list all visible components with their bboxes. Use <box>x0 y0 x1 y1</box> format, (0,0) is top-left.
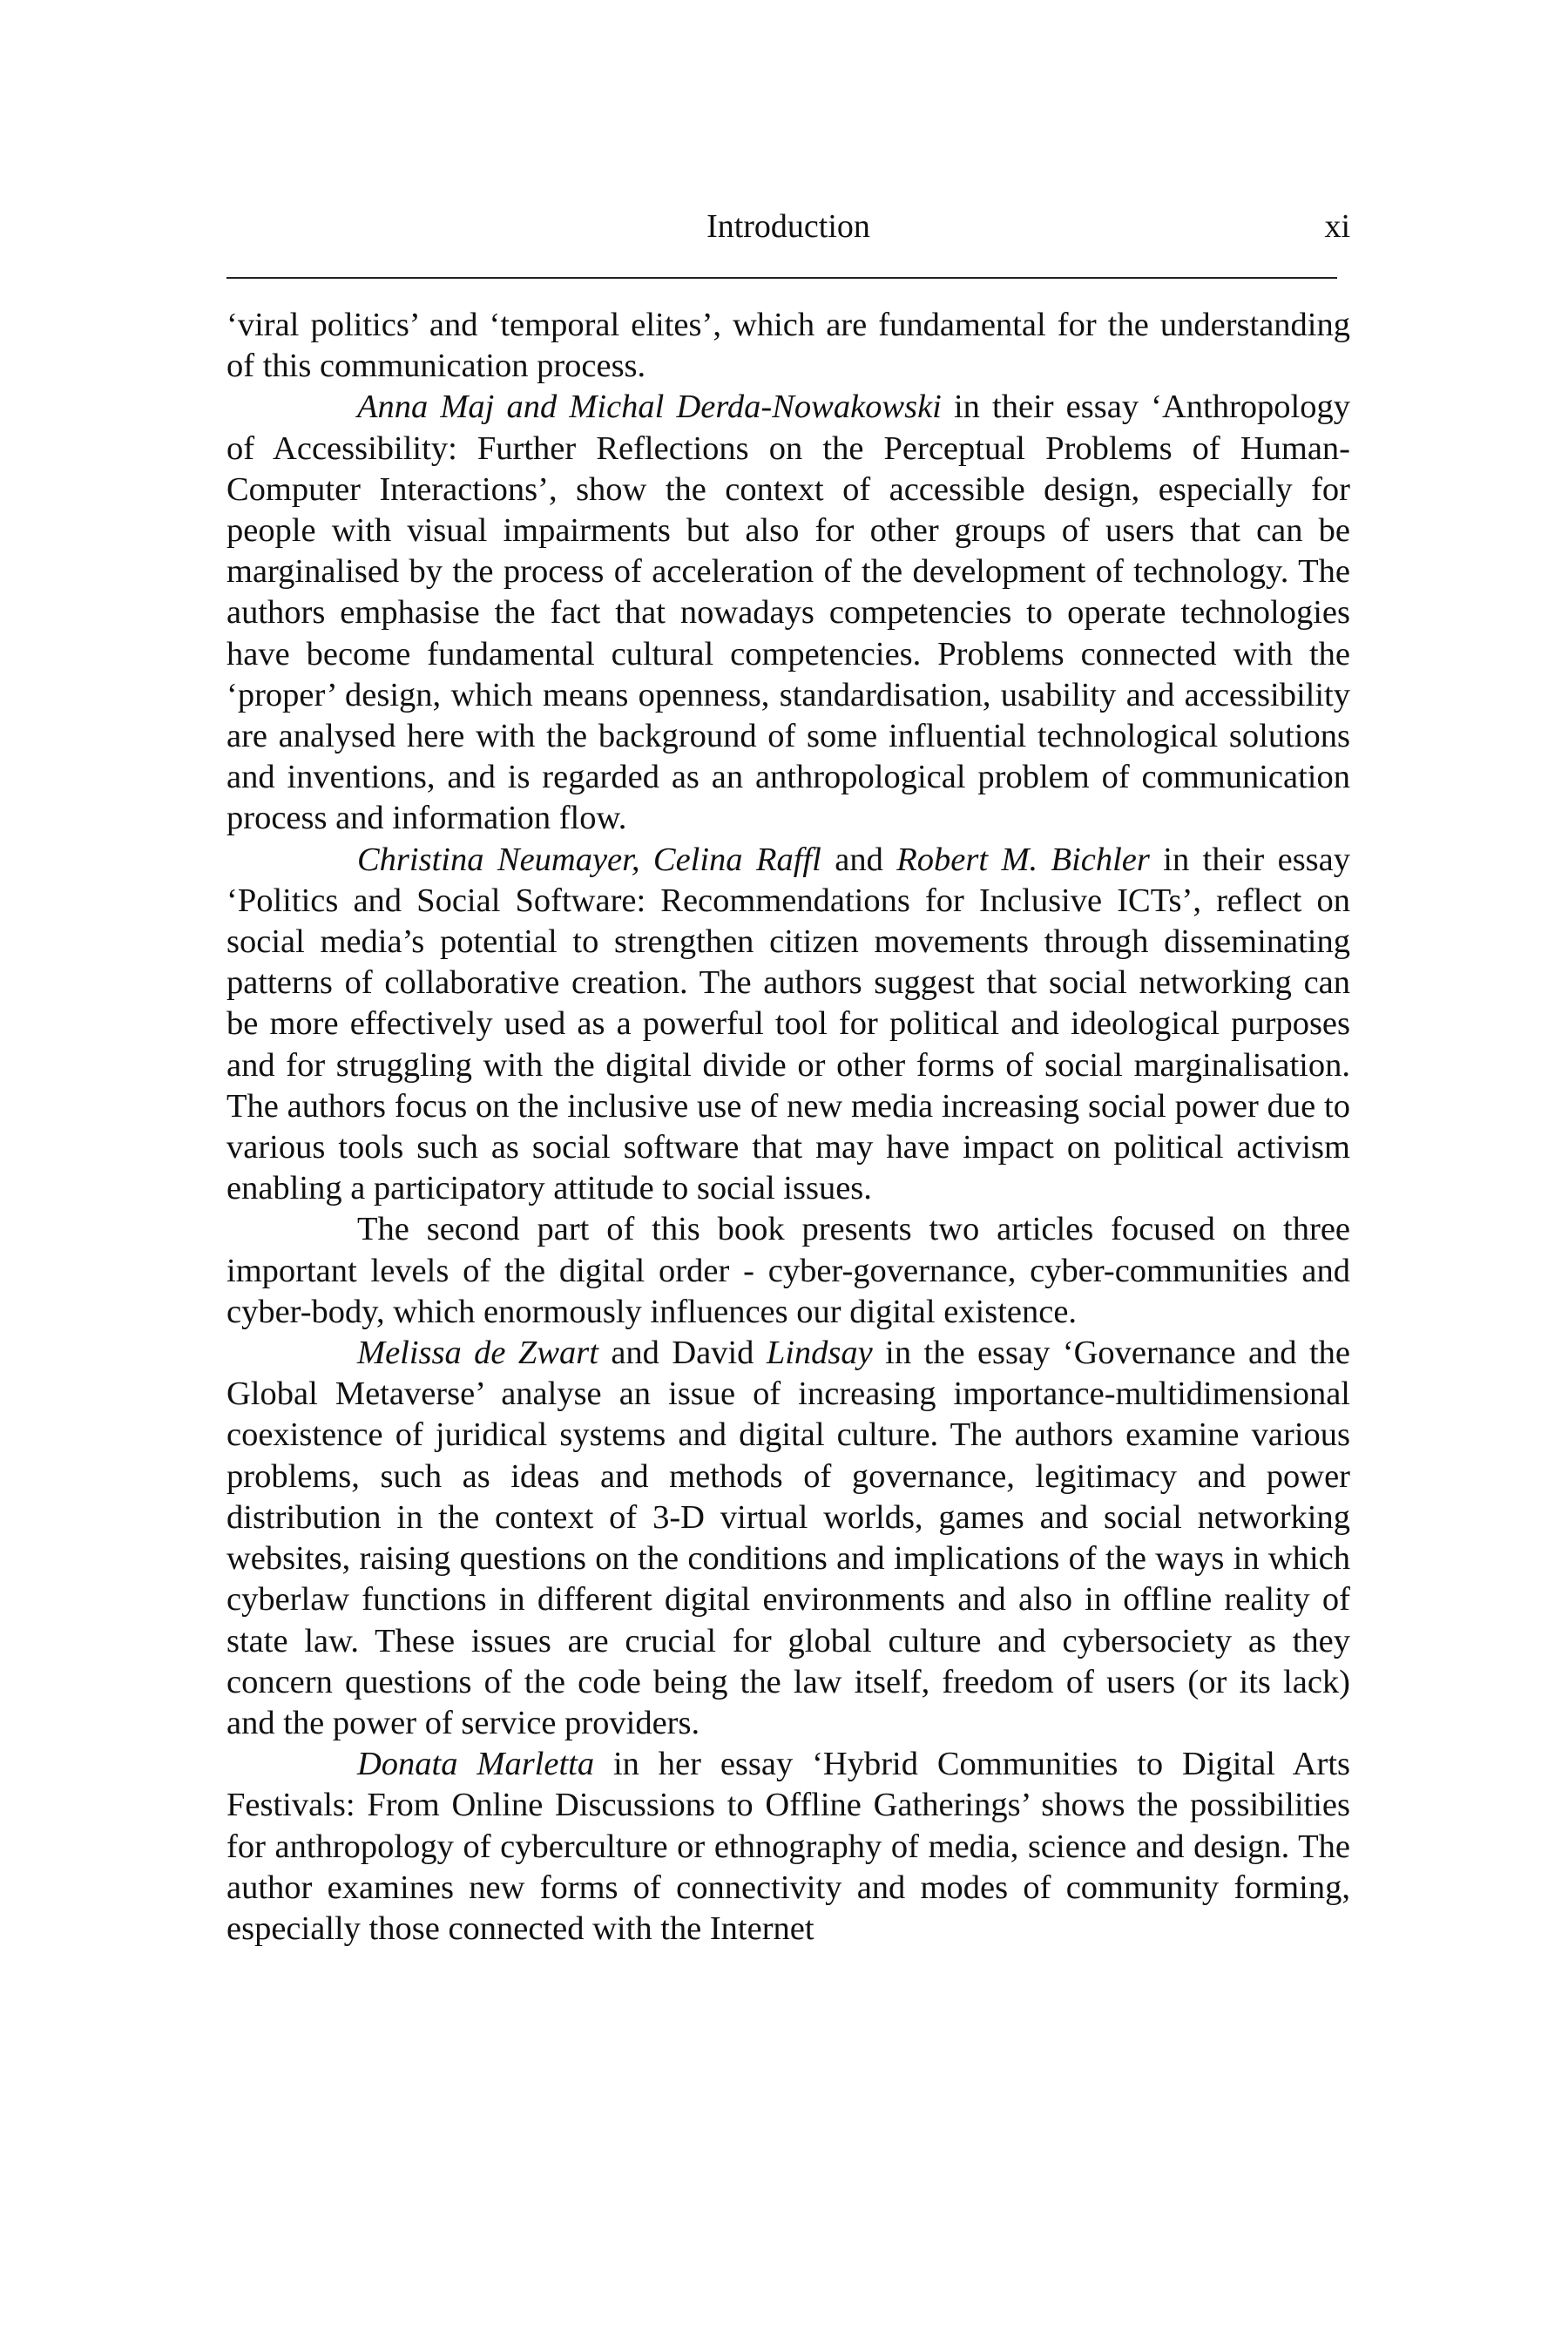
paragraph-2-authors: Anna Maj and Michal Derda-Nowakowski <box>357 389 942 426</box>
page-number: xi <box>1324 208 1350 245</box>
book-page <box>226 200 1350 1950</box>
paragraph-5-connector: and David <box>598 1335 767 1372</box>
paragraph-5-text: in the essay ‘Governance and the Global Metaverse’ analyse an issue of increasing importance-multidimensional coexistence of juridical systems and digital culture. The authors examine various problems, such as ideas and methods of governance, legitimacy and power distribution in the context of 3-D virtual worlds, games and social networking websites, raising questions on the conditions and implications of the ways in which cyberlaw functions in different digital environments and also in offline reality of state law. These issues are crucial for global culture and cybersociety as they concern questions of the code being the law itself, freedom of users (or its lack) and the power of service providers. <box>226 1335 1350 1741</box>
paragraph-3-connector: and <box>821 841 897 878</box>
paragraph-2-text: in their essay ‘Anthropology of Accessibility: Further Reflections on the Perceptual Problems of Human-Computer Interactions’, show the context of accessible design, especially for people with visual impairments but also for other groups of users that can be marginalised by the process of acceleration of the development of technology. The authors emphasise the fact that nowadays competencies to operate technologies have become fundamental cultural competencies. Problems connected with the ‘proper’ design, which means openness, standardisation, usability and accessibility are analysed here with the background of some influential technological solutions and inventions, and is regarded as an anthropological problem of communication process and information flow. <box>226 389 1351 837</box>
paragraph-3-authors-2: Robert M. Bichler <box>896 841 1150 878</box>
body-text <box>226 305 1350 1950</box>
paragraph-5-authors-2: Lindsay <box>766 1335 873 1372</box>
paragraph-5 <box>226 1333 1350 1744</box>
paragraph-1-text: ‘viral politics’ and ‘temporal elites’, which are fundamental for the understanding of this communication process. <box>226 307 1350 385</box>
header-rule <box>226 277 1337 279</box>
paragraph-2 <box>226 387 1350 839</box>
running-title: Introduction <box>706 208 870 245</box>
paragraph-3-authors-1: Christina Neumayer, Celina Raffl <box>357 841 821 878</box>
paragraph-3 <box>226 840 1350 1210</box>
paragraph-4-text: The second part of this book presents two articles focused on three important levels of the digital order - cyber-governance, cyber-communities and cyber-body, which enormously influences our digital existence. <box>226 1211 1350 1330</box>
paragraph-6-author: Donata Marletta <box>357 1746 595 1783</box>
running-head <box>226 200 1350 253</box>
paragraph-6 <box>226 1744 1350 1950</box>
paragraph-1 <box>226 305 1350 387</box>
paragraph-4 <box>226 1209 1350 1333</box>
paragraph-3-text: in their essay ‘Politics and Social Software: Recommendations for Inclusive ICTs’, reflect on social media’s potential to strengthen citizen movements through disseminating patterns of collaborative creation. The authors suggest that social networking can be more effectively used as a powerful tool for political and ideological purposes and for struggling with the digital divide or other forms of social marginalisation. The authors focus on the inclusive use of new media increasing social power due to various tools such as social software that may have impact on political activism enabling a participatory attitude to social issues. <box>226 841 1350 1207</box>
paragraph-5-authors-1: Melissa de Zwart <box>357 1335 598 1372</box>
paragraph-6-text: in her essay ‘Hybrid Communities to Digital Arts Festivals: From Online Discussions to Offline Gatherings’ shows the possibilities for anthropology of cyberculture or ethnography of media, science and design. The author examines new forms of connectivity and modes of community forming, especially those connected with the Internet <box>226 1746 1350 1947</box>
